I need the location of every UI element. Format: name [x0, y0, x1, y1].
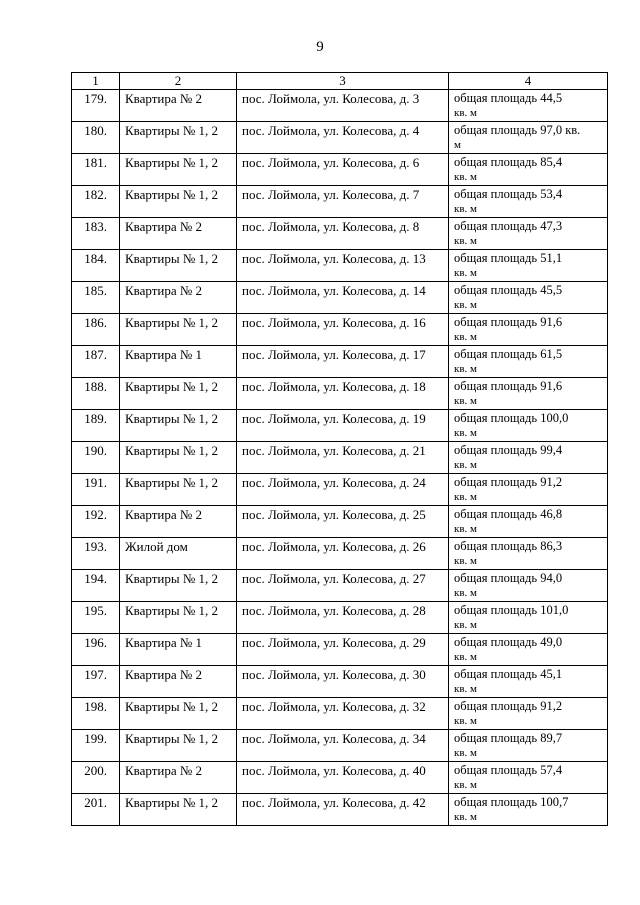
object-name: Квартиры № 1, 2: [120, 250, 237, 282]
area-unit: кв. м: [454, 331, 477, 343]
object-name: Квартиры № 1, 2: [120, 570, 237, 602]
header-col-3: 3: [237, 73, 449, 90]
header-col-1: 1: [72, 73, 120, 90]
area-unit: кв. м: [454, 715, 477, 727]
area-value: общая площадь 47,3: [454, 219, 563, 233]
area-value: общая площадь 91,6: [454, 315, 563, 329]
object-name: Квартира № 2: [120, 218, 237, 250]
table-row: [72, 186, 608, 218]
row-number: 195.: [72, 602, 120, 634]
table-row: [72, 634, 608, 666]
table-row: [72, 282, 608, 314]
object-area: [449, 314, 608, 346]
area-unit: кв. м: [454, 683, 477, 695]
table-row: [72, 570, 608, 602]
header-col-4: 4: [449, 73, 608, 90]
object-name: Квартира № 2: [120, 506, 237, 538]
object-address: пос. Лоймола, ул. Колесова, д. 40: [237, 762, 449, 794]
table-row: [72, 538, 608, 570]
object-name: Квартиры № 1, 2: [120, 122, 237, 154]
area-unit: кв. м: [454, 619, 477, 631]
object-name: Квартира № 2: [120, 666, 237, 698]
table-row: [72, 378, 608, 410]
row-number: 194.: [72, 570, 120, 602]
table-row: [72, 602, 608, 634]
object-address: пос. Лоймола, ул. Колесова, д. 16: [237, 314, 449, 346]
object-address: пос. Лоймола, ул. Колесова, д. 42: [237, 794, 449, 826]
object-area: [449, 698, 608, 730]
area-unit: кв. м: [454, 459, 477, 471]
object-address: пос. Лоймола, ул. Колесова, д. 17: [237, 346, 449, 378]
row-number: 201.: [72, 794, 120, 826]
area-value: общая площадь 44,5: [454, 91, 563, 105]
object-address: пос. Лоймола, ул. Колесова, д. 19: [237, 410, 449, 442]
object-address: пос. Лоймола, ул. Колесова, д. 25: [237, 506, 449, 538]
object-address: пос. Лоймола, ул. Колесова, д. 8: [237, 218, 449, 250]
area-unit: кв. м: [454, 363, 477, 375]
object-address: пос. Лоймола, ул. Колесова, д. 21: [237, 442, 449, 474]
area-unit: кв. м: [454, 651, 477, 663]
row-number: 191.: [72, 474, 120, 506]
row-number: 180.: [72, 122, 120, 154]
area-unit: кв. м: [454, 267, 477, 279]
property-table: [71, 72, 608, 826]
area-unit: кв. м: [454, 171, 477, 183]
area-value: общая площадь 51,1: [454, 251, 563, 265]
header-row: [72, 73, 608, 90]
area-unit: кв. м: [454, 523, 477, 535]
object-area: [449, 570, 608, 602]
area-value: общая площадь 45,1: [454, 667, 563, 681]
object-area: [449, 250, 608, 282]
area-unit: кв. м: [454, 491, 477, 503]
area-value: общая площадь 91,2: [454, 699, 563, 713]
object-area: [449, 442, 608, 474]
table-row: [72, 762, 608, 794]
object-area: [449, 90, 608, 122]
table-row: [72, 122, 608, 154]
area-value: общая площадь 91,6: [454, 379, 563, 393]
object-address: пос. Лоймола, ул. Колесова, д. 18: [237, 378, 449, 410]
area-unit: кв. м: [454, 395, 477, 407]
table-row: [72, 442, 608, 474]
table-row: [72, 410, 608, 442]
row-number: 185.: [72, 282, 120, 314]
object-name: Квартиры № 1, 2: [120, 474, 237, 506]
object-name: Квартира № 1: [120, 634, 237, 666]
area-value: общая площадь 101,0: [454, 603, 569, 617]
area-value: общая площадь 86,3: [454, 539, 563, 553]
area-unit: кв. м: [454, 235, 477, 247]
table-row: [72, 346, 608, 378]
row-number: 200.: [72, 762, 120, 794]
object-name: Квартиры № 1, 2: [120, 698, 237, 730]
area-value: общая площадь 100,0: [454, 411, 569, 425]
table-row: [72, 730, 608, 762]
table-row: [72, 218, 608, 250]
row-number: 184.: [72, 250, 120, 282]
object-name: Квартиры № 1, 2: [120, 602, 237, 634]
row-number: 189.: [72, 410, 120, 442]
area-unit: кв. м: [454, 587, 477, 599]
area-value: общая площадь 85,4: [454, 155, 563, 169]
object-address: пос. Лоймола, ул. Колесова, д. 32: [237, 698, 449, 730]
object-address: пос. Лоймола, ул. Колесова, д. 34: [237, 730, 449, 762]
row-number: 188.: [72, 378, 120, 410]
area-unit: м: [454, 139, 461, 151]
object-area: [449, 154, 608, 186]
object-address: пос. Лоймола, ул. Колесова, д. 4: [237, 122, 449, 154]
table-header: [72, 73, 608, 90]
table-row: [72, 698, 608, 730]
object-address: пос. Лоймола, ул. Колесова, д. 30: [237, 666, 449, 698]
area-value: общая площадь 46,8: [454, 507, 563, 521]
object-area: [449, 122, 608, 154]
area-value: общая площадь 45,5: [454, 283, 563, 297]
object-address: пос. Лоймола, ул. Колесова, д. 29: [237, 634, 449, 666]
table-body: [72, 90, 608, 826]
row-number: 182.: [72, 186, 120, 218]
object-name: Квартиры № 1, 2: [120, 442, 237, 474]
object-name: Квартиры № 1, 2: [120, 154, 237, 186]
row-number: 196.: [72, 634, 120, 666]
area-unit: кв. м: [454, 107, 477, 119]
area-value: общая площадь 97,0 кв.: [454, 123, 581, 137]
object-name: Квартиры № 1, 2: [120, 730, 237, 762]
table-row: [72, 794, 608, 826]
table-row: [72, 250, 608, 282]
object-area: [449, 634, 608, 666]
row-number: 198.: [72, 698, 120, 730]
area-value: общая площадь 100,7: [454, 795, 569, 809]
object-area: [449, 218, 608, 250]
object-area: [449, 474, 608, 506]
row-number: 187.: [72, 346, 120, 378]
area-unit: кв. м: [454, 555, 477, 567]
object-area: [449, 666, 608, 698]
object-area: [449, 346, 608, 378]
object-area: [449, 538, 608, 570]
object-name: Квартиры № 1, 2: [120, 794, 237, 826]
object-area: [449, 410, 608, 442]
object-area: [449, 794, 608, 826]
object-address: пос. Лоймола, ул. Колесова, д. 14: [237, 282, 449, 314]
area-unit: кв. м: [454, 427, 477, 439]
area-value: общая площадь 49,0: [454, 635, 563, 649]
object-address: пос. Лоймола, ул. Колесова, д. 27: [237, 570, 449, 602]
row-number: 199.: [72, 730, 120, 762]
area-value: общая площадь 53,4: [454, 187, 563, 201]
object-address: пос. Лоймола, ул. Колесова, д. 26: [237, 538, 449, 570]
area-value: общая площадь 99,4: [454, 443, 563, 457]
area-value: общая площадь 94,0: [454, 571, 563, 585]
object-address: пос. Лоймола, ул. Колесова, д. 28: [237, 602, 449, 634]
object-name: Квартиры № 1, 2: [120, 378, 237, 410]
area-unit: кв. м: [454, 747, 477, 759]
area-value: общая площадь 61,5: [454, 347, 563, 361]
table-row: [72, 314, 608, 346]
object-name: Квартира № 2: [120, 762, 237, 794]
object-area: [449, 378, 608, 410]
object-address: пос. Лоймола, ул. Колесова, д. 3: [237, 90, 449, 122]
area-unit: кв. м: [454, 203, 477, 215]
row-number: 183.: [72, 218, 120, 250]
object-address: пос. Лоймола, ул. Колесова, д. 13: [237, 250, 449, 282]
area-value: общая площадь 89,7: [454, 731, 563, 745]
table-row: [72, 474, 608, 506]
table-row: [72, 154, 608, 186]
object-area: [449, 762, 608, 794]
object-name: Квартиры № 1, 2: [120, 186, 237, 218]
area-unit: кв. м: [454, 299, 477, 311]
table-row: [72, 666, 608, 698]
row-number: 193.: [72, 538, 120, 570]
object-name: Квартира № 1: [120, 346, 237, 378]
object-area: [449, 730, 608, 762]
object-address: пос. Лоймола, ул. Колесова, д. 24: [237, 474, 449, 506]
area-value: общая площадь 57,4: [454, 763, 563, 777]
row-number: 181.: [72, 154, 120, 186]
header-col-2: 2: [120, 73, 237, 90]
table-row: [72, 90, 608, 122]
area-value: общая площадь 91,2: [454, 475, 563, 489]
area-unit: кв. м: [454, 779, 477, 791]
row-number: 192.: [72, 506, 120, 538]
object-address: пос. Лоймола, ул. Колесова, д. 6: [237, 154, 449, 186]
object-area: [449, 282, 608, 314]
area-unit: кв. м: [454, 811, 477, 823]
row-number: 179.: [72, 90, 120, 122]
row-number: 186.: [72, 314, 120, 346]
object-name: Квартиры № 1, 2: [120, 410, 237, 442]
page-number: 9: [316, 39, 324, 55]
object-name: Квартиры № 1, 2: [120, 314, 237, 346]
object-name: Жилой дом: [120, 538, 237, 570]
object-name: Квартира № 2: [120, 90, 237, 122]
object-address: пос. Лоймола, ул. Колесова, д. 7: [237, 186, 449, 218]
object-area: [449, 602, 608, 634]
object-area: [449, 506, 608, 538]
table-row: [72, 506, 608, 538]
row-number: 197.: [72, 666, 120, 698]
object-name: Квартира № 2: [120, 282, 237, 314]
row-number: 190.: [72, 442, 120, 474]
object-area: [449, 186, 608, 218]
